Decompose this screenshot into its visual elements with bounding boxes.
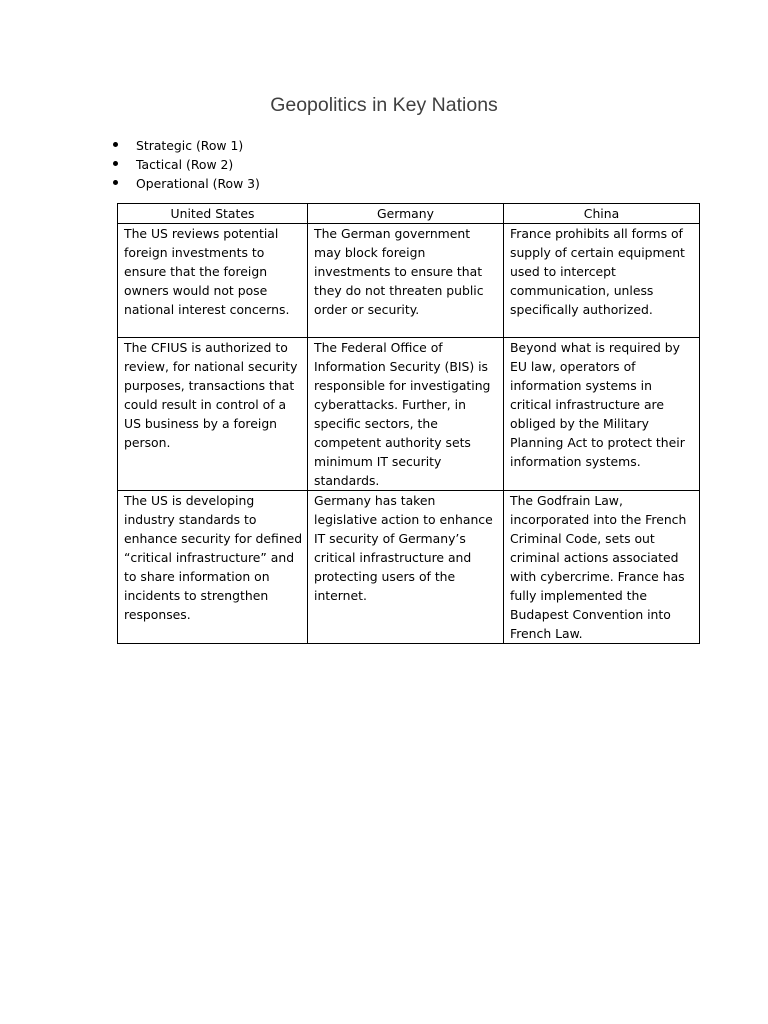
table-cell: Germany has taken legislative action to enhance IT security of Germany’s critical infrastructure and protecting users of the internet.	[308, 491, 504, 644]
bullet-item-strategic	[113, 136, 260, 155]
table-cell: The German government may block foreign investments to ensure that they do not threaten public order or security.	[308, 224, 504, 338]
table-cell: The CFIUS is authorized to review, for national security purposes, transactions that could result in control of a US business by a foreign person.	[118, 338, 308, 491]
table-cell: France prohibits all forms of supply of certain equipment used to intercept communication, unless specifically authorized.	[504, 224, 700, 338]
table-cell: The US is developing industry standards to enhance security for defined “critical infrastructure” and to share information on incidents to strengthen responses.	[118, 491, 308, 644]
comparison-table	[117, 203, 700, 644]
bullet-dot-icon	[113, 180, 118, 185]
bullet-text: Operational (Row 3)	[136, 176, 260, 191]
column-header-china: China	[504, 204, 700, 224]
document-title: Geopolitics in Key Nations	[270, 94, 498, 116]
bullet-item-tactical	[113, 155, 260, 174]
table-row-operational	[118, 491, 700, 644]
bullet-item-operational	[113, 174, 260, 193]
table-row-tactical	[118, 338, 700, 491]
column-header-united-states: United States	[118, 204, 308, 224]
bullet-dot-icon	[113, 142, 118, 147]
table-cell: The Federal Office of Information Security (BIS) is responsible for investigating cyberattacks. Further, in specific sectors, the competent authority sets minimum IT security standards.	[308, 338, 504, 491]
bullet-dot-icon	[113, 161, 118, 166]
column-header-germany: Germany	[308, 204, 504, 224]
table-cell: The US reviews potential foreign investments to ensure that the foreign owners would not pose national interest concerns.	[118, 224, 308, 338]
table-header-row	[118, 204, 700, 224]
bullet-text: Strategic (Row 1)	[136, 138, 244, 153]
table-row-strategic	[118, 224, 700, 338]
bullet-list	[113, 136, 260, 193]
table-cell: The Godfrain Law, incorporated into the French Criminal Code, sets out criminal actions associated with cybercrime. France has fully implemented the Budapest Convention into French Law.	[504, 491, 700, 644]
table-cell: Beyond what is required by EU law, operators of information systems in critical infrastructure are obliged by the Military Planning Act to protect their information systems.	[504, 338, 700, 491]
bullet-text: Tactical (Row 2)	[136, 157, 234, 172]
